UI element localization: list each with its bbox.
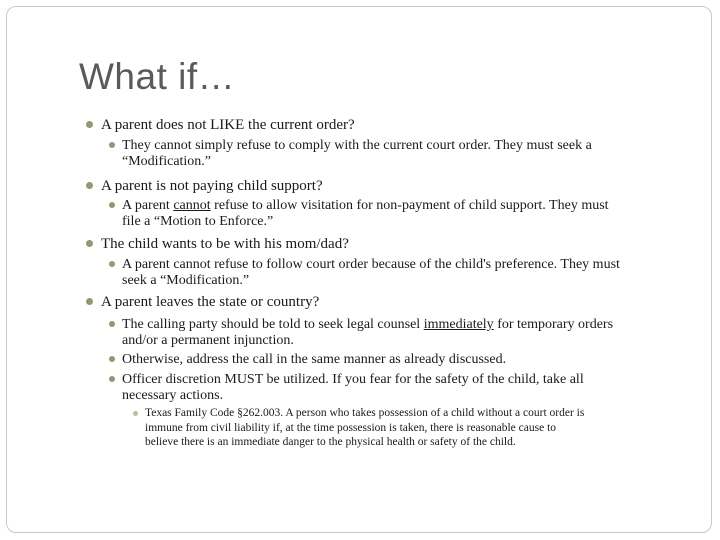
sub-sub-bullet-text (145, 408, 584, 420)
sub-bullet-icon (109, 356, 115, 362)
sub-bullet-text: A parent cannot refuse to follow court order because of the child's preference. They must (122, 257, 620, 272)
sub-sub-bullet-icon (133, 411, 138, 416)
sub-bullet-text (122, 318, 613, 332)
sub-bullet-icon (109, 376, 115, 382)
text-run: Texas Family Code (145, 407, 235, 419)
sub-bullet-text-cont: necessary actions. (122, 388, 224, 403)
sub-bullet-text-cont: file a “Motion to Enforce.” (122, 214, 274, 229)
text-run: §262.003. A person who takes possession of a child without a court order is (234, 407, 585, 419)
sub-bullet-text (122, 199, 609, 213)
bullet-text: A parent is not paying child support? (101, 178, 323, 194)
sub-sub-bullet-text-cont: immune from civil liability if, at the time possession is taken, there is reasonable cause to (145, 422, 557, 434)
sub-sub-bullet-text-cont: believe there is an immediate danger to the physical health or safety of the child. (145, 436, 516, 448)
bullet-text: A parent does not LIKE the current order? (101, 117, 355, 133)
text-run: refuse to allow visitation for non-payment of child support. They must (210, 198, 609, 213)
sub-bullet-icon (109, 202, 115, 208)
bullet-icon (86, 240, 93, 247)
bullet-text: The child wants to be with his mom/dad? (101, 236, 349, 252)
text-run: The calling party should be told to seek legal counsel (122, 317, 424, 332)
text-run: A parent (122, 198, 174, 213)
bullet-icon (86, 182, 93, 189)
underlined-word: cannot (173, 198, 211, 213)
sub-bullet-icon (109, 261, 115, 267)
sub-bullet-text-cont: “Modification.” (122, 154, 212, 169)
underlined-word: immediately (423, 317, 494, 332)
sub-bullet-text-cont: seek a “Modification.” (122, 273, 250, 288)
sub-bullet-text: Otherwise, address the call in the same manner as already discussed. (122, 352, 507, 367)
bullet-text: A parent leaves the state or country? (101, 294, 320, 310)
sub-bullet-icon (109, 321, 115, 327)
sub-bullet-text: Officer discretion MUST be utilized. If you fear for the safety of the child, take all (122, 372, 584, 387)
bullet-icon (86, 121, 93, 128)
bullet-icon (86, 298, 93, 305)
sub-bullet-text-cont: and/or a permanent injunction. (122, 333, 294, 348)
sub-bullet-icon (109, 142, 115, 148)
sub-bullet-text: They cannot simply refuse to comply with the current court order. They must seek a (122, 138, 592, 153)
slide-title: What if… (79, 56, 236, 97)
text-run: for temporary orders (493, 317, 614, 332)
